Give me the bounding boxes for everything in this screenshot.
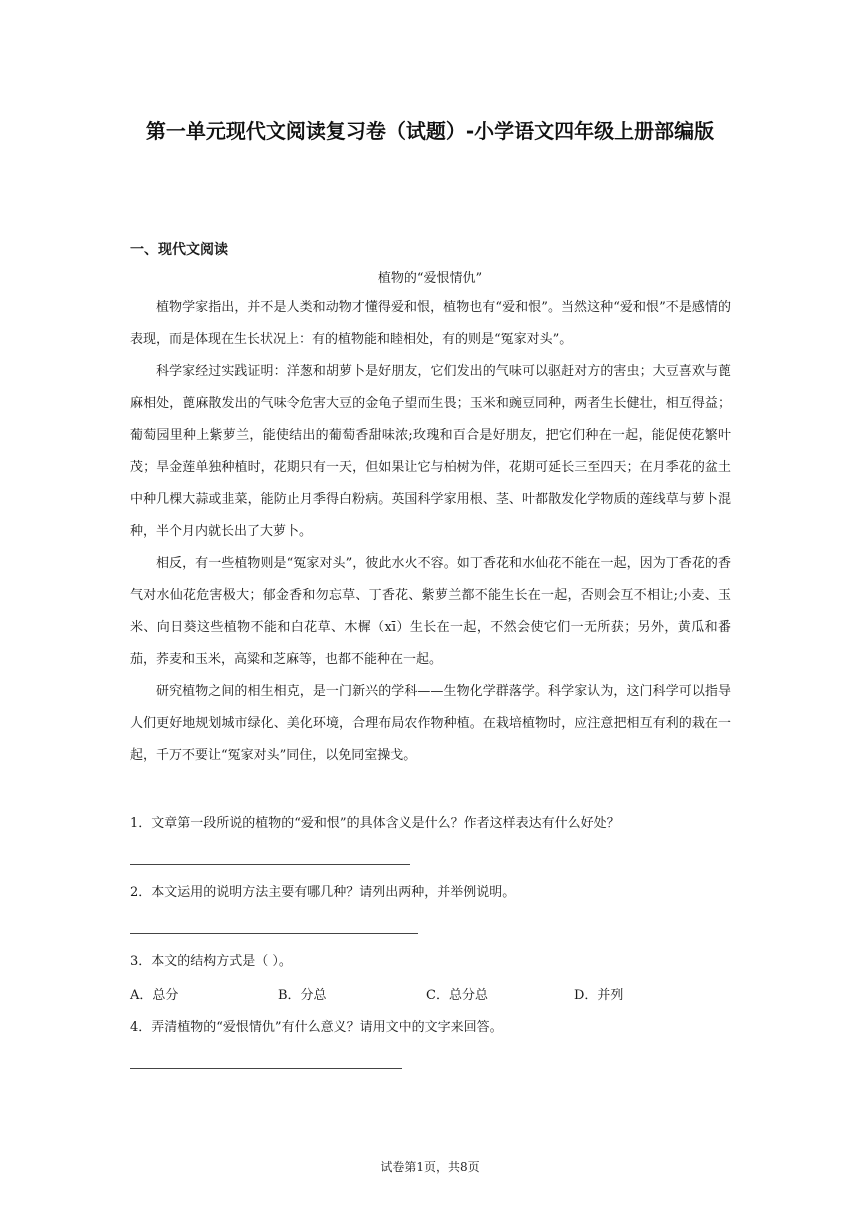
option-c[interactable]: C．总分总 xyxy=(426,988,488,1003)
option-a[interactable]: A．总分 xyxy=(130,988,179,1003)
option-d[interactable]: D．并列 xyxy=(574,988,624,1003)
article-paragraph-1: 植物学家指出，并不是人类和动物才懂得爱和恨，植物也有“爱和恨”。当然这种“爱和恨”不是感情的表现，而是体现在生长状况上：有的植物能和睦相处，有的则是“冤家对头”。 xyxy=(130,300,731,347)
question-list xyxy=(130,812,731,1069)
document-title: 第一单元现代文阅读复习卷（试题）-小学语文四年级上册部编版 xyxy=(145,119,715,143)
option-b[interactable]: B．分总 xyxy=(278,988,327,1003)
article-body xyxy=(130,292,731,772)
answer-line-1[interactable] xyxy=(130,864,410,865)
article-title: 植物的“爱恨情仇” xyxy=(377,271,483,286)
question-4: 4．弄清植物的“爱恨情仇”有什么意义？请用文中的文字来回答。 xyxy=(130,1020,503,1035)
page-footer: 试卷第1页，共8页 xyxy=(380,1160,480,1174)
question-3: 3．本文的结构方式是（ ）。 xyxy=(130,954,292,969)
question-1: 1．文章第一段所说的植物的“爱和恨”的具体含义是什么？作者这样表达有什么好处？ xyxy=(130,816,620,831)
article-paragraph-2: 科学家经过实践证明：洋葱和胡萝卜是好朋友，它们发出的气味可以驱赶对方的害虫；大豆喜欢与蓖麻相处，蓖麻散发出的气味令危害大豆的金龟子望而生畏；玉米和豌豆同种，两者生长健壮，相互得益；葡萄园里种上紫萝兰，能使结出的葡萄香甜味浓;玫瑰和百合是好朋友，把它们种在一起，能促使花繁叶茂；旱金莲单独种植时，花期只有一天，但如果让它与柏树为伴，花期可延长三至四天；在月季花的盆土中种几棵大蒜或韭菜，能防止月季得白粉病。英国科学家用根、茎、叶都散发化学物质的莲线草与萝卜混种，半个月内就长出了大萝卜。 xyxy=(130,364,731,539)
answer-line-4[interactable] xyxy=(130,1068,402,1069)
article-paragraph-3: 相反，有一些植物则是“冤家对头”，彼此水火不容。如丁香花和水仙花不能在一起，因为丁香花的香气对水仙花危害极大；郁金香和勿忘草、丁香花、紫萝兰都不能生长在一起，否则会互不相让;小麦、玉米、向日葵这些植物不能和白花草、木樨（xī）生长在一起，不然会使它们一无所获；另外，黄瓜和番茄，荞麦和玉米，高粱和芝麻等，也都不能种在一起。 xyxy=(130,556,731,667)
article-paragraph-4: 研究植物之间的相生相克，是一门新兴的学科——生物化学群落学。科学家认为，这门科学可以指导人们更好地规划城市绿化、美化环境，合理布局农作物种植。在栽培植物时，应注意把相互有利的栽在一起，千万不要让“冤家对头”同住，以免同室操戈。 xyxy=(130,684,731,763)
section-heading: 一、现代文阅读 xyxy=(130,242,228,258)
question-3-options xyxy=(130,984,731,1008)
answer-line-2[interactable] xyxy=(130,933,418,934)
question-2: 2．本文运用的说明方法主要有哪几种？请列出两种，并举例说明。 xyxy=(130,885,516,900)
